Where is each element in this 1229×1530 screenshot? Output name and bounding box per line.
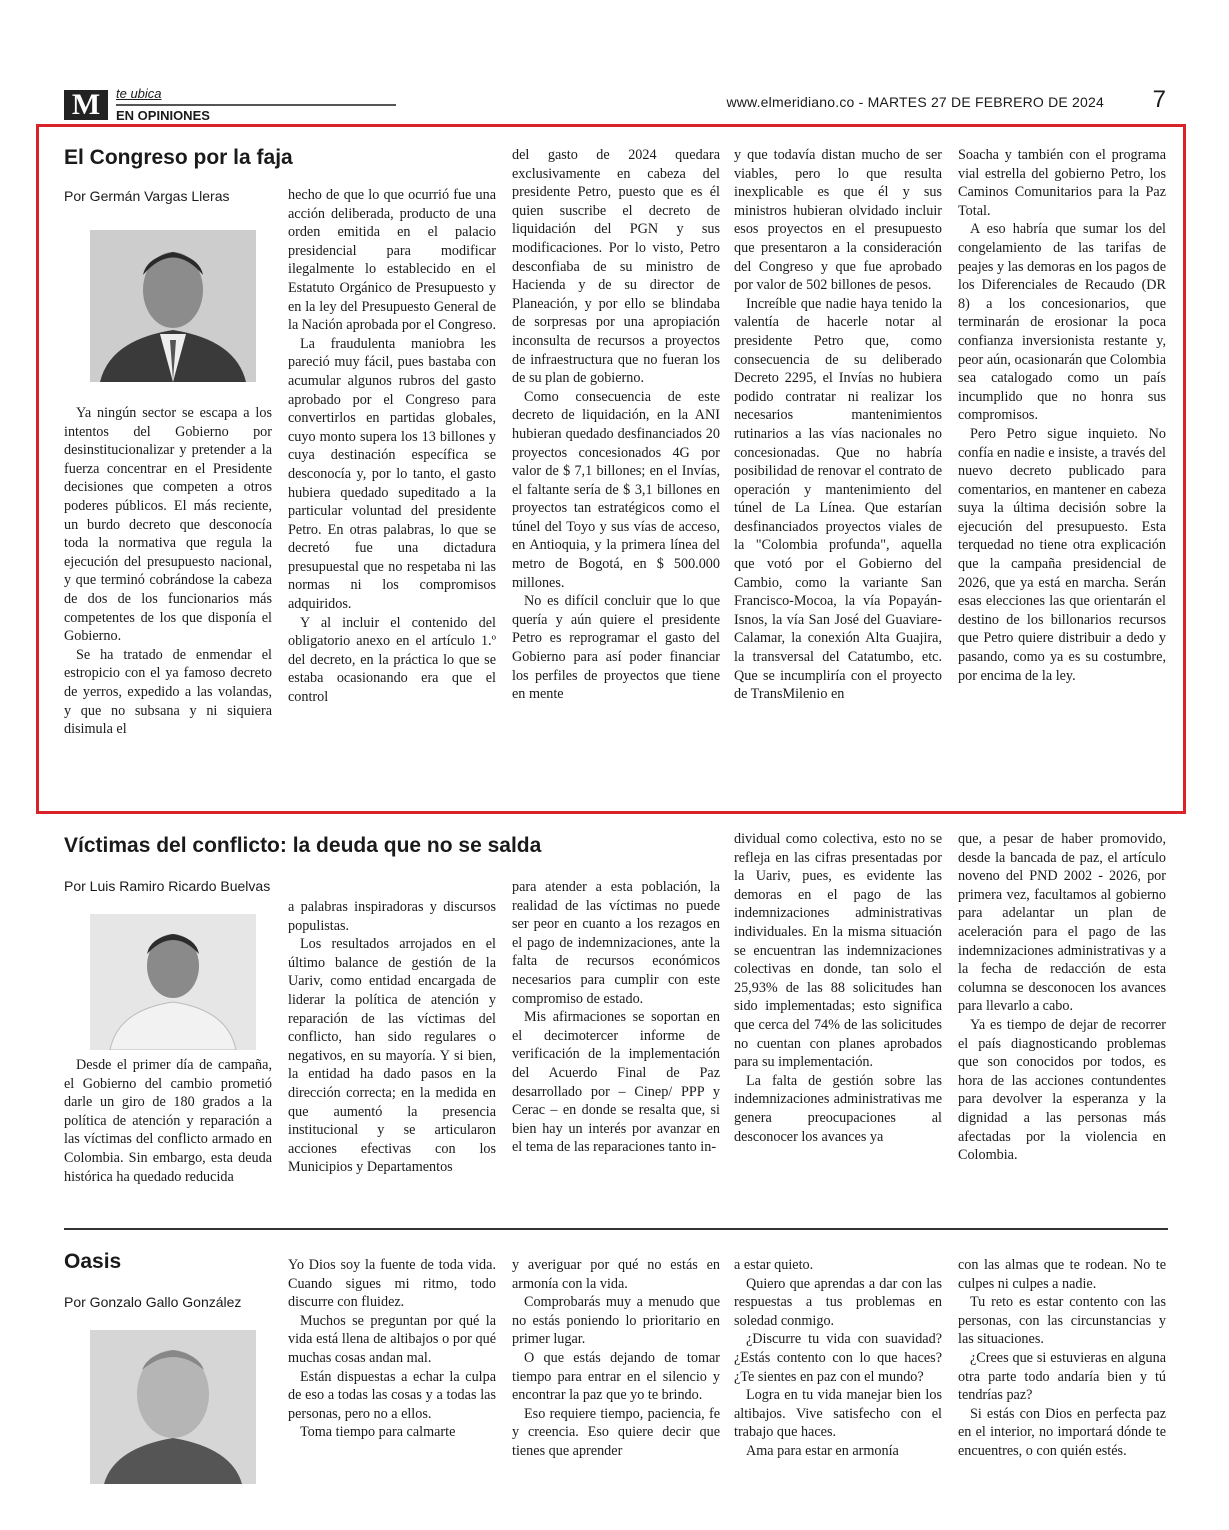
newspaper-logo: M [64, 90, 108, 120]
paragraph: Pero Petro sigue inquieto. No confía en nadie e insiste, a través del nuevo decreto publicado para comentarios, en mantener en cabeza suya la última decisión sobre la ejecución del presupuesto. Esta terquedad no tiene otra explicación que la campaña presidencial de 2026, que ya está en marcha. Serán esas elecciones las que orientarán el destino de los billonarios recursos que Petro quiere distribuir a dedo y pasando, como ya es su costumbre, por encima de la ley. [958, 425, 1166, 684]
article-column-5 [958, 146, 1166, 685]
article-title: Víctimas del conflicto: la deuda que no se salda [64, 834, 542, 857]
paragraph: Los resultados arrojados en el último balance de gestión de la Uariv, como entidad encargada de liderar la política de atención y reparación de las víctimas del conflicto, han sido regulares o negativos, en su mayoría. Y si bien, la entidad ha dado pasos en la dirección correcta; en la medida en que aumentó la presencia institucional y se articularon acciones efectivas con los Municipios y Departamentos [288, 936, 496, 1176]
article-column-3 [512, 878, 720, 1157]
paragraph: Increíble que nadie haya tenido la valentía de hacerle notar al presidente Petro que, como consecuencia de su deliberado Decreto 2295, el Invías no hubiera podido contratar ni realizar los necesarios mantenimientos rutinarios a las vías nacionales no concesionadas. Que no habría posibilidad de renovar el contrato de operación y mantenimiento del túnel de La Línea. Que estarían desfinanciados proyectos viales de la "Colombia profunda", aquella que votó por el Gobierno del Cambio, como la variante San Francisco-Mocoa, la vía Popayán-Isnos, la vía San José del Guaviare-Calamar, la conexión Alta Guajira, la transversal del Catatumbo, etc. Que se incumpliría con el proyecto de TransMilenio en [734, 295, 942, 703]
paragraph: Si estás con Dios en perfecta paz en el interior, no importará dónde te encuentres, o con quién estés. [958, 1405, 1166, 1459]
author-photo [90, 1330, 256, 1484]
paragraph: Comprobarás muy a menudo que no estás poniendo lo prioritario en primer lugar. [512, 1294, 720, 1348]
paragraph: ¿Discurre tu vida con suavidad? ¿Estás contento con lo que haces? ¿Te sientes en paz con el mundo? [734, 1331, 942, 1385]
article-column-4 [734, 146, 942, 704]
paragraph: dividual como colectiva, esto no se refleja en las cifras presentadas por la Uariv, pues, es evidente las demoras en el pago de las indemnizaciones administrativas individuales. En la misma situación se encuentran las indemnizaciones colectivas en donde, tan solo el 25,93% de las 88 solicitudes han sido implementadas; esto significa que cerca del 74% de las solicitudes no cuentan con planes aprobados para su implementación. [734, 831, 942, 1071]
tagline-rule [116, 104, 396, 106]
article-column-4 [734, 830, 942, 1146]
paragraph: para atender a esta población, la realidad de las víctimas no puede ser peor en cuanto a los rezagos en el pago de indemnizaciones, ante la falta de recursos económicos necesarios para cumplir con este compromiso de estado. [512, 879, 720, 1007]
paragraph: con las almas que te rodean. No te culpes ni culpes a nadie. [958, 1257, 1166, 1292]
article-column-2 [288, 898, 496, 1177]
article-column-5 [958, 830, 1166, 1165]
paragraph: A eso habría que sumar los del congelamiento de las tarifas de peajes y las demoras en los pagos de los Diferenciales de Recaudo (DR 8) a los concesionarios, que terminarán de erosionar la poca confianza inversionista restante y, peor aún, ocasionarán que Colombia sea catalogado como un país incumplido que no honra sus compromisos. [958, 221, 1166, 424]
author-photo [90, 230, 256, 382]
paragraph: ¿Crees que si estuvieras en alguna otra parte todo andaría bien y tú tendrías paz? [958, 1349, 1166, 1404]
paragraph: Mis afirmaciones se soportan en el decimotercer informe de verificación de la implementación del Acuerdo Final de Paz desarrollado por – Cinep/ PPP y Cerac – en donde se resalta que, si bien hay un interés por avanzar en el tema de las reparaciones tanto in- [512, 1009, 720, 1156]
article-column-2 [288, 186, 496, 707]
article-column-3 [512, 146, 720, 704]
paragraph: La falta de gestión sobre las indemnizaciones administrativas me genera preocupaciones al desconocer los avances ya [734, 1072, 942, 1145]
article-byline: Por Germán Vargas Lleras [64, 188, 230, 204]
article-column-1 [64, 1056, 272, 1186]
section-label: EN OPINIONES [116, 108, 210, 123]
article-column-3 [512, 1256, 720, 1461]
paragraph: Desde el primer día de campaña, el Gobierno del cambio prometió darle un giro de 180 grados a la política de atención y reparación a las víctimas del conflicto armado en Colombia. Sin embargo, esta deuda histórica ha quedado reducida [64, 1057, 272, 1185]
masthead [64, 86, 1174, 123]
paragraph: Soacha y también con el programa vial estrella del gobierno Petro, los Caminos Comunitarios para la Paz Total. [958, 147, 1166, 219]
paragraph: Toma tiempo para calmarte [300, 1424, 456, 1441]
section-divider [64, 1228, 1168, 1230]
article-byline: Por Gonzalo Gallo González [64, 1294, 242, 1310]
article-column-1 [64, 404, 272, 739]
article-column-5 [958, 1256, 1166, 1461]
paragraph: y que todavía distan mucho de ser viables, pero lo que resulta inexplicable es que él y sus ministros hubieran olvidado incluir esos proyectos en el presupuesto que presentaron a la consideración del Congreso y que fue aprobado por valor de 502 billones de pesos. [734, 147, 942, 294]
paragraph: Logra en tu vida manejar bien los altibajos. Vive satisfecho con el trabajo que haces. [734, 1387, 942, 1441]
paragraph: del gasto de 2024 quedara exclusivamente en cabeza del presidente Petro, puesto que es él quien suscribe el decreto de liquidación del PGN y sus modificaciones. Por lo visto, Petro desconfiaba de su ministro de Hacienda y de su director de Planeación, y por ello se blindaba de sorpresas por una apropiación inconsulta de recursos a proyectos de infraestructura que no fueran los de su plan de gobierno. [512, 147, 720, 387]
tagline: te ubica [116, 86, 162, 101]
article-title: Oasis [64, 1250, 122, 1273]
paragraph: Se ha tratado de enmendar el estropicio con el ya famoso decreto de yerros, expedido a las volandas, y que no subsana y ni siquiera disimula el [64, 646, 272, 738]
author-photo [90, 914, 256, 1050]
paragraph: Y al incluir el contenido del obligatorio anexo en el artículo 1.º del decreto, en la práctica lo que se estaba ocasionando era que el control [288, 614, 496, 706]
paragraph: La fraudulenta maniobra les pareció muy fácil, pues bastaba con acumular algunos rubros del gasto aprobado por el Congreso para convertirlos en partidas globales, cuyo monto supera los 13 billones y cuya destinación específica se desconocía y, por lo tanto, el gasto hubiera quedado supeditado a la particular voluntad del presidente Petro. En otras palabras, lo que se decretó fue una dictadura presupuestal que no respetaba ni las normas ni los compromisos adquiridos. [288, 335, 496, 613]
article-byline: Por Luis Ramiro Ricardo Buelvas [64, 878, 271, 894]
paragraph: No es difícil concluir que lo que quería y aún quiere el presidente Petro es reprogramar el gasto del Gobierno para así poder financiar los perfiles de proyectos que tiene en mente [512, 593, 720, 703]
article-title: El Congreso por la faja [64, 146, 293, 169]
paragraph: Ya ningún sector se escapa a los intentos del Gobierno por desinstitucionalizar y pretender a la fuerza concentrar en el Presidente decisiones que competen a otros poderes públicos. El más reciente, un burdo decreto que desconocía toda la normativa que regula la ejecución del presupuesto nacional, y que terminó cobrándose la cabeza de dos de los funcionarios más competentes de los que disponía el Gobierno. [64, 405, 272, 645]
paragraph: Muchos se preguntan por qué la vida está llena de altibajos o por qué muchas cosas andan mal. [288, 1312, 496, 1366]
paragraph: a estar quieto. [734, 1257, 814, 1273]
paragraph: Yo Dios soy la fuente de toda vida. Cuando sigues mi ritmo, todo discurre con fluidez. [288, 1257, 496, 1311]
dateline: www.elmeridiano.co - MARTES 27 DE FEBRERO DE 2024 [726, 94, 1104, 110]
article-column-4 [734, 1256, 942, 1461]
paragraph: Están dispuestas a echar la culpa de eso a todas las cosas y a todas las personas, pero no a ellos. [288, 1368, 496, 1422]
paragraph: Eso requiere tiempo, paciencia, fe y creencia. Eso quiere decir que tienes que aprender [512, 1405, 720, 1459]
paragraph: Tu reto es estar contento con las personas, con las circunstancias y las situaciones. [958, 1294, 1166, 1348]
article-column-2 [288, 1256, 496, 1442]
paragraph: y averiguar por qué no estás en armonía con la vida. [512, 1257, 720, 1292]
paragraph: que, a pesar de haber promovido, desde la bancada de paz, el artículo noveno del PND 2002 - 2026, por primera vez, facultamos al gobierno para adelantar un plan de aceleración para el pago de las indemnizaciones administrativas y a la fecha de redacción de esta columna se desconocen los avances para llevarlo a cabo. [958, 831, 1166, 1015]
paragraph: Ya es tiempo de dejar de recorrer el país diagnosticando problemas que son conocidos por todos, es hora de las acciones contundentes para devolver la esperanza y la dignidad a las personas más afectadas por la violencia en Colombia. [958, 1016, 1166, 1164]
paragraph: Ama para estar en armonía [746, 1442, 899, 1459]
paragraph: a palabras inspiradoras y discursos populistas. [288, 899, 496, 934]
paragraph: O que estás dejando de tomar tiempo para entrar en el silencio y encontrar la paz que yo te brindo. [512, 1349, 720, 1404]
page-number: 7 [1152, 86, 1166, 113]
paragraph: Quiero que aprendas a dar con las respuestas a tus problemas en soledad conmigo. [734, 1275, 942, 1329]
paragraph: hecho de que lo que ocurrió fue una acción deliberada, producto de una orden emitida en el palacio presidencial para modificar ilegalmente lo establecido en el Estatuto Orgánico de Presupuesto y en la ley del Presupuesto General de la Nación aprobada por el Congreso. [288, 187, 497, 334]
paragraph: Como consecuencia de este decreto de liquidación, en la ANI hubieran quedado desfinanciados 20 proyectos concesionados 4G por valor de $ 7,1 billones; en el Invías, el faltante sería de $ 3,1 billones en proyectos tan estratégicos como el túnel del Toyo y sus vías de acceso, en Antioquia, y la primera línea del metro de Bogotá, en $ 500.000 millones. [512, 388, 720, 591]
